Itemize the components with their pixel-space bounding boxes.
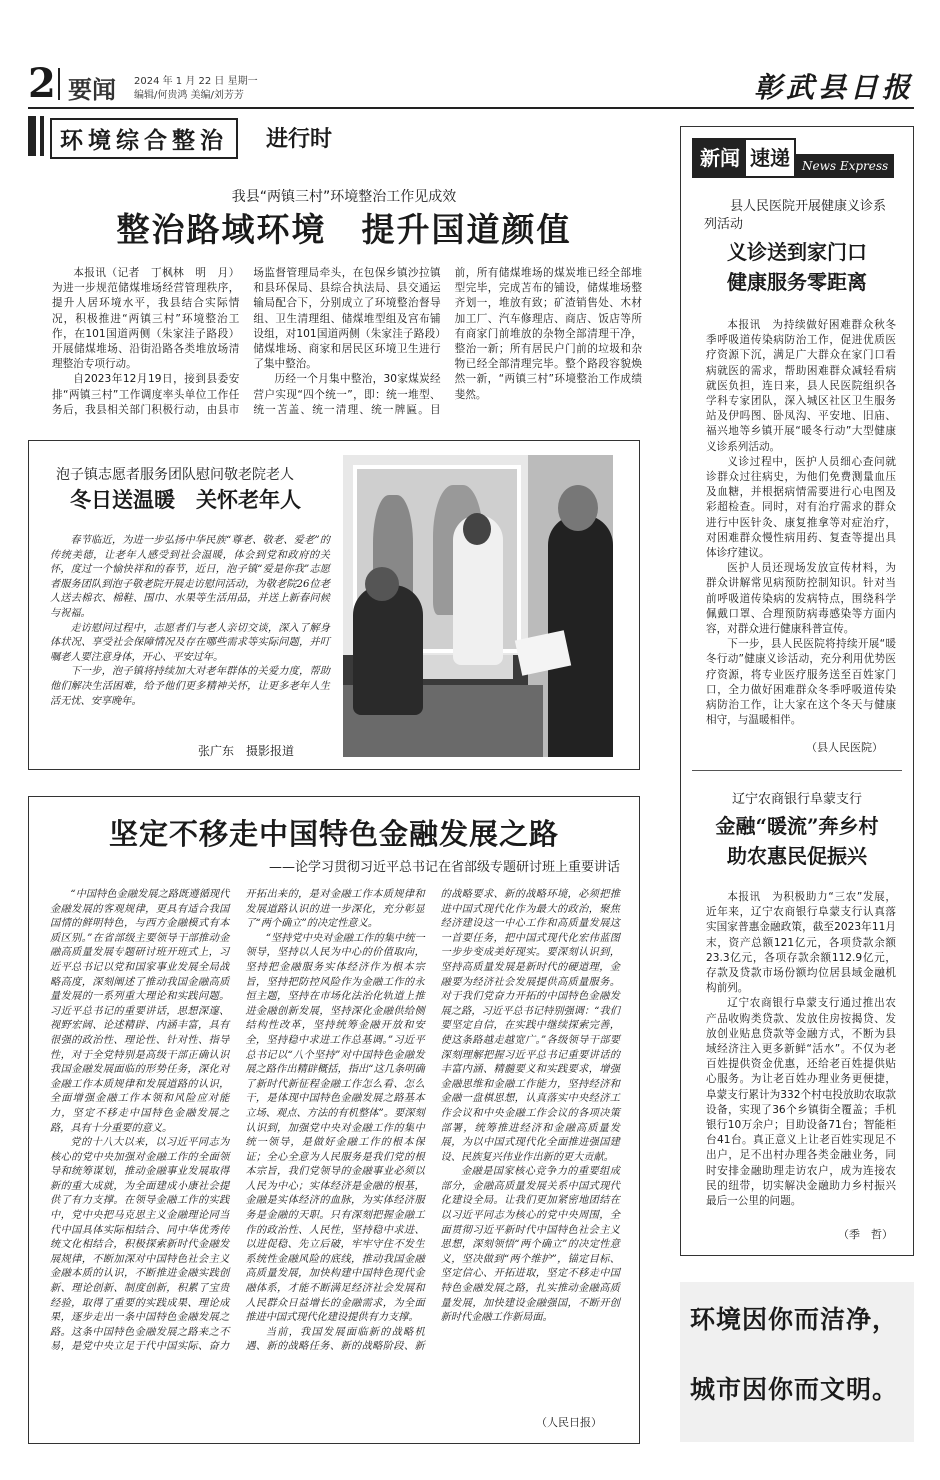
- slogan-line-1: 环境因你而洁净，: [690, 1305, 899, 1334]
- volunteer-body: [50, 534, 330, 709]
- news-express-divider: [692, 770, 902, 771]
- volunteer-paragraph: 走访慰问过程中，志愿者们与老人亲切交谈，深入了解身体状况、享受社会保障情况及存在哪些需求等实际问题，并叮嘱老人要注意身体，开心、平安过年。: [50, 622, 330, 663]
- news-express-title-en: News Express: [796, 154, 894, 178]
- lead-paragraph: 历经一个月集中整治，30家煤炭经营户实现“四个统一”，即：统一堆型、统一苫盖、统一清理、统一牌匾。目前，所有储煤堆场的煤炭堆已经全部堆型完毕，完成苫布的铺设，储煤堆场整齐划一，堆放有致；矿渣销售处、木材加工厂、汽车修理店、商店、饭店等所有商家门前堆放的杂物全部清理干净，整治一新；所有居民户门前的垃圾和杂物已经全部清理完毕。整个路段容貌焕然一新，“两镇三村”环境整治工作成绩斐然。: [253, 267, 642, 416]
- lead-paragraph: 本报讯（记者 丁枫林 明 月）为进一步规范储煤堆场经营管理秩序，提升人居环境水平，我县结合实际情况，积极推进“两镇三村”环境整治工作，在101国道两侧（朱家洼子路段）开展储煤堆场、沿街沿路各类堆放场清理整治专项行动。: [52, 267, 240, 371]
- bank-paragraph: 本报讯 为积极助力“三农”发展，近年来，辽宁农商银行阜蒙支行认真落实国家普惠金融政策，截至2023年11月末，资产总额121亿元，各项贷款余额23.3亿元，各项存款余额112.9亿元，存款及贷款市场份额均位居县域金融机构前列。: [706, 891, 896, 995]
- finance-subheadline: ——论学习贯彻习近平总书记在省部级专题研讨班上重要讲话: [268, 860, 620, 875]
- photo-person-elder: [353, 585, 423, 715]
- finance-paragraph: 金融是国家核心竞争力的重要组成部分，金融高质量发展关系中国式现代化建设全局。让我们更加紧密地团结在以习近平同志为核心的党中央周围，全面贯彻习近平新时代中国特色社会主义思想，深刻领悟“两个确立”的决定性意义，坚决做到“两个维护”，锚定目标、坚定信心、开拓进取，坚定不移走中国特色金融发展之路，扎实推动金融高质量发展，加快建设金融强国，不断开创新时代金融工作新局面。: [440, 1166, 620, 1324]
- banner: [28, 116, 358, 156]
- banner-suffix: 进行时: [266, 127, 333, 152]
- health-body: [706, 318, 896, 728]
- finance-source: （人民日报）: [536, 1416, 602, 1429]
- section-name: 要闻: [68, 75, 116, 104]
- lead-paragraph: 自2023年12月19日，接到县委安排“两镇三村”工作调度率头单位工作任务后，我县相关部门积极行动，由县市场监督管理局牵头，在包保乡镇沙拉镇和县环保局、县综合执法局、县交通运输局配合下，分别成立了环境整治督导组、卫生清理组、储煤堆型组及宫布铺设组，对101国道两侧（朱家洼子路段）储煤堆场、商家和居民区环境卫生进行了集中整治。: [52, 267, 441, 416]
- photo-person-elder-head: [365, 567, 399, 601]
- finance-paragraph: 当前，我国发展面临新的战略机遇、新的战略任务、新的战略阶段、新的战略要求、新的战略环境，必须把推进中国式现代化作为最大的政治，聚焦经济建设这一中心工作和高质量发展这一首要任务，把中国式现代化宏伟蓝图一步步变成美好现实。要深刻认识到，坚持高质量发展是新时代的硬道理，金融要为经济社会发展提供高质量服务。对于我们党奋力开拓的中国特色金融发展之路，习近平总书记特别强调：“我们要坚定自信，在实践中继续探索完善，使这条路越走越宽广。”各级领导干部要深刻理解把握习近平总书记重要讲话的丰富内涵、精髓要义和实践要求，增强金融思维和金融工作能力，坚持经济和金融一盘棋思想，认真落实中央经济工作会议和中央金融工作会议的各项决策部署，统筹推进经济和金融高质量发展，为以中国式现代化全面推进强国建设、民族复兴伟业作出新的更大贡献。: [245, 889, 620, 1353]
- header-divider: [58, 68, 60, 100]
- volunteer-byline: 张广东 摄影报道: [198, 744, 295, 758]
- finance-paragraph: “中国特色金融发展之路既遵循现代金融发展的客观规律，更具有适合我国国情的鲜明特色，与西方金融模式有本质区别。”在省部级主要领导干部推动金融高质量发展专题研讨班开班式上，习近平总书记以党和国家事业发展全局战略高度，深刻阐述了推动我国金融高质量发展的一系列重大理论和实践问题。习近平总书记的重要讲话，思想深邃、视野宏阔、论述精辟、内涵丰富，具有很强的政治性、理论性、针对性、指导性，对于全党特别是高级干部正确认识我国金融发展面临的形势任务，深化对金融工作本质规律和发展道路的认识，全面增强金融工作本领和风险应对能力，坚定不移走中国特色金融发展之路，具有十分重要的意义。: [50, 889, 230, 1134]
- health-headline-2: 健康服务零距离: [727, 270, 867, 294]
- volunteer-paragraph: 春节临近，为进一步弘扬中华民族“尊老、敬老、爱老”的传统美德，让老年人感受到社会温暖，体会到党和政府的关怀，度过一个愉快祥和的春节，近日，泡子镇“爱是你我”志愿者服务团队到泡子敬老院开展走访慰问活动，为敬老院26位老人送去棉衣、棉鞋、围巾、水果等生活用品，并送上新春问候与祝福。: [50, 535, 330, 619]
- photo-person-head: [463, 513, 491, 545]
- health-paragraph: 下一步，县人民医院将持续开展“暖冬行动”健康义诊活动，充分利用优势医疗资源，将专业医疗服务送至百姓家门口，全力做好困难群众冬季呼吸道传染病防治工作，让大家在这个冬天与健康相守，与温暖相伴。: [706, 638, 896, 727]
- health-paragraph: 本报讯 为持续做好困难群众秋冬季呼吸道传染病防治工作，促进优质医疗资源下沉，满足广大群众在家门口看病就医的需求，帮助困难群众减轻看病就医负担，连日来，县人民医院组织各学科专家团队，深入城区社区卫生服务站及伊吗图、卧凤沟、平安地、旧庙、福兴地等乡镇开展“暖冬行动”大型健康义诊系列活动。: [706, 319, 896, 453]
- date-line: 2024 年 1 月 22 日 星期一: [134, 76, 258, 87]
- health-source: （县人民医院）: [806, 741, 883, 754]
- paper-name-logo: 彰武县日报: [753, 71, 914, 104]
- slogan-line-2: 城市因你而文明。: [690, 1375, 899, 1404]
- editor-line: 编辑/何贵鸿 美编/刘芳芳: [134, 90, 244, 101]
- bank-headline-1: 金融“暖流”奔乡村: [715, 814, 879, 838]
- banner-bar-icon: [40, 116, 44, 156]
- finance-body: [50, 888, 620, 1408]
- finance-paragraph: 党的十八大以来，以习近平同志为核心的党中央加强对金融工作的全面领导和统筹谋划，推动金融事业发展取得新的重大成就，为全面建成小康社会提供了有力支撑。在领导金融工作的实践中，党中央把马克思主义金融理论同当代中国具体实际相结合、同中华优秀传统文化相结合，积极探索新时代金融发展规律，不断加深对中国特色社会主义金融本质的认识，不断推进金融实践创新、理论创新、制度创新，积累了宝贵经验，取得了重要的实践成果、理论成果，逐步走出一条中国特色金融发展之路。这条中国特色金融发展之路来之不易，是党中央立足于代中国实际、奋力开拓出来的，是对金融工作本质规律和发展道路认识的进一步深化，充分彰显了“两个确立”的决定性意义。: [50, 889, 425, 1353]
- bank-body: [706, 890, 896, 1209]
- health-paragraph: 医护人员还现场发放宣传材料，为群众讲解常见病预防控制知识。针对当前呼吸道传染病的发病特点，围绕科学佩戴口罩、合理预防病毒感染等方面内容，对群众进行健康科普宣传。: [706, 562, 896, 636]
- banner-title: 环境综合整治: [50, 118, 238, 159]
- page-number: 2: [28, 60, 56, 107]
- lead-article-kicker: 我县“两镇三村”环境整治工作见成效: [231, 189, 457, 205]
- bank-headline-2: 助农惠民促振兴: [727, 844, 867, 868]
- header-rule: [28, 107, 914, 109]
- finance-paragraph: “坚持党中央对金融工作的集中统一领导，坚持以人民为中心的价值取向，坚持把金融服务实体经济作为根本宗旨，坚持把防控风险作为金融工作的永恒主题，坚持在市场化法治化轨道上推进金融创新发展，坚持深化金融供给侧结构性改革，坚持统筹金融开放和安全，坚持稳中求进工作总基调。”习近平总书记以“八个坚持”对中国特色金融发展之路作出精辟概括，指出“这几条明确了新时代新征程金融工作怎么看、怎么干，是体现中国特色金融发展之路基本立场、观点、方法的有机整体”。要深刻认识到，加强党中央对金融工作的集中统一领导，是做好金融工作的根本保证；全心全意为人民服务是我们党的根本宗旨，我们党领导的金融事业必须以人民为中心；实体经济是金融的根基，金融是实体经济的血脉，为实体经济服务是金融的天职。只有深刻把握金融工作的政治性、人民性，坚持稳中求进、以进促稳、先立后破，牢牢守住不发生系统性金融风险的底线，推动我国金融高质量发展，加快构建中国特色现代金融体系，才能不断满足经济社会发展和人民群众日益增长的金融需求，为全面推进中国式现代化建设提供有力支撑。: [245, 932, 425, 1324]
- volunteer-headline: 冬日送温暖 关怀老年人: [70, 487, 301, 512]
- health-headline-1: 义诊送到家门口: [727, 240, 867, 264]
- news-express-title-bar: [692, 138, 902, 182]
- page-header: [28, 60, 914, 108]
- lead-article-headline: 整治路域环境 提升国道颜值: [116, 210, 572, 249]
- bank-source: （季 哲）: [838, 1228, 893, 1241]
- finance-headline: 坚定不移走中国特色金融发展之路: [108, 817, 559, 851]
- lead-article-body: [52, 266, 642, 426]
- news-express-title-2: 速递: [744, 138, 796, 178]
- volunteer-photo: [343, 455, 613, 757]
- bank-paragraph: 辽宁农商银行阜蒙支行通过推出农产品收购类贷款、发放住房按揭贷、发放创业贴息贷款等金融方式，不断为县域经济注入更多新鲜“活水”。不仅为老百姓提供资金优惠，还给老百姓提供贴心服务。为让老百姓办理业务更便捷，阜蒙支行累计为332个村屯投放助农取款设备，实现了36个乡镇街全覆盖；手机银行10万余户；目助设备71台；智能柜台41台。真正意义上让老百姓实现足不出户，足不出村办理各类金融业务，同时安排金融助理走访农户，成为连接农民的纽带，切实解决金融助力乡村振兴最后一公里的问题。: [706, 997, 896, 1208]
- volunteer-paragraph: 下一步，泡子镇将持续加大对老年群体的关爱力度，帮助他们解决生活困难，给予他们更多精神关怀，让更多老年人生活无忧、安享晚年。: [50, 666, 330, 707]
- banner-bar-icon: [28, 116, 36, 156]
- bank-kicker: 辽宁农商银行阜蒙支行: [731, 792, 862, 807]
- photo-person-man-head: [558, 485, 598, 531]
- volunteer-kicker: 泡子镇志愿者服务团队慰问敬老院老人: [56, 467, 294, 483]
- news-express-title-1: 新闻: [692, 138, 748, 178]
- health-paragraph: 义诊过程中，医护人员细心查问就诊群众过往病史，为他们免费测量血压及血糖，并根据病情需要进行心电图及彩超检查。同时，对有治疗需求的群众进行中医针灸、康复推拿等对症治疗，对困难群众慢性病用药、复查等提出具体诊疗建议。: [706, 455, 896, 560]
- health-kicker: 县人民医院开展健康义诊系列活动: [704, 199, 887, 232]
